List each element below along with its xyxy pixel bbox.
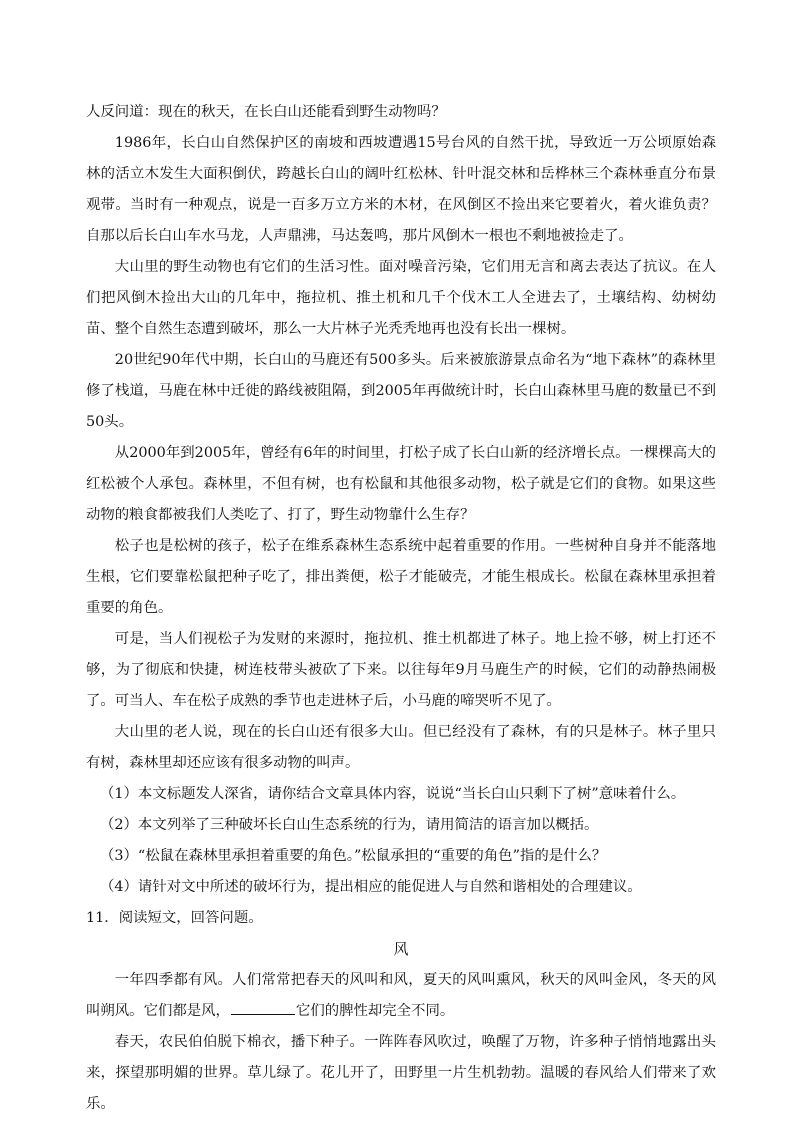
question-item: （1）本文标题发人深省，请你结合文章具体内容，说说“当长白山只剩下了树”意味着什么。	[100, 786, 686, 802]
passage-paragraph: 大山里的野生动物也有它们的生活习性。面对噪音污染，它们用无言和离去表达了抗议。在人们把风倒木捡出大山的几年中，拖拉机、推土机和几千个伐木工人全进去了，土壤结构、幼树幼苗、整个自然生态遭到破坏，那么一大片林子光秃秃地再也没有长出一棵树。	[86, 259, 716, 337]
passage-paragraph: 大山里的老人说，现在的长白山还有很多大山。但已经没有了森林，有的只是林子。林子里只有树，森林里却还应该有很多动物的叫声。	[86, 724, 716, 771]
question-item: （4）请针对文中所述的破坏行为，提出相应的能促进人与自然和谐相处的合理建议。	[100, 879, 642, 895]
article-paragraph	[86, 965, 716, 1027]
question-item: （2）本文列举了三种破坏长白山生态系统的行为，请用简洁的语言加以概括。	[100, 817, 599, 833]
passage-paragraph: 松子也是松树的孩子，松子在维系森林生态系统中起着重要的作用。一些树种自身并不能落地生根，它们要靠松鼠把种子吃了，排出粪便，松子才能破壳，才能生根成长。松鼠在森林里承担着重要的角色。	[86, 538, 716, 616]
document-page	[86, 97, 716, 1120]
passage-paragraph: 人反问道：现在的秋天，在长白山还能看到野生动物吗？	[86, 104, 446, 120]
paragraph-text: 一年四季都有风。人们常常把春天的风叫和风，夏天的风叫熏风，秋天的风叫金风，冬天的风叫朔风。它们都是风，	[86, 972, 716, 1019]
passage-paragraph: 从2000年到2005年，曾经有6年的时间里，打松子成了长白山新的经济增长点。一棵棵高大的红松被个人承包。森林里，不但有树，也有松鼠和其他很多动物，松子就是它们的食物。如果这些动物的粮食都被我们人类吃了、打了，野生动物靠什么生存？	[86, 445, 716, 523]
article-paragraph: 春天，农民伯伯脱下棉衣，播下种子。一阵阵春风吹过，唤醒了万物，许多种子悄悄地露出头来，探望那明媚的世界。草儿绿了。花儿开了，田野里一片生机勃勃。温暖的春风给人们带来了欢乐。	[86, 1034, 716, 1112]
section-heading: 11．阅读短文，回答问题。	[86, 910, 263, 926]
passage-paragraph: 可是，当人们视松子为发财的来源时，拖拉机、推土机都进了林子。地上捡不够，树上打还不够，为了彻底和快捷，树连枝带头被砍了下来。以往每年9月马鹿生产的时候，它们的动静热闹极了。可当人、车在松子成熟的季节也走进林子后，小马鹿的啼哭听不见了。	[86, 631, 716, 709]
passage-paragraph: 1986年，长白山自然保护区的南坡和西坡遭遇15号台风的自然干扰，导致近一万公顷原始森林的活立木发生大面积倒伏，跨越长白山的阔叶红松林、针叶混交林和岳桦林三个森林垂直分布景观带。当时有一种观点，说是一百多万立方米的木材，在风倒区不捡出来它要着火，着火谁负责？自那以后长白山车水马龙，人声鼎沸，马达轰鸣，那片风倒木一根也不剩地被捡走了。	[86, 135, 716, 244]
passage-paragraph: 20世纪90年代中期，长白山的马鹿还有500多头。后来被旅游景点命名为“地下森林”的森林里修了栈道，马鹿在林中迁徙的路线被阻隔，到2005年再做统计时，长白山森林里马鹿的数量已不到50头。	[86, 352, 716, 430]
question-item: （3）“松鼠在森林里承担着重要的角色。”松鼠承担的“重要的角色”指的是什么？	[100, 848, 607, 864]
article-title: 风	[393, 940, 409, 958]
paragraph-text: 它们的脾性却完全不同。	[295, 1003, 455, 1019]
fill-in-blank[interactable]	[231, 1013, 295, 1015]
